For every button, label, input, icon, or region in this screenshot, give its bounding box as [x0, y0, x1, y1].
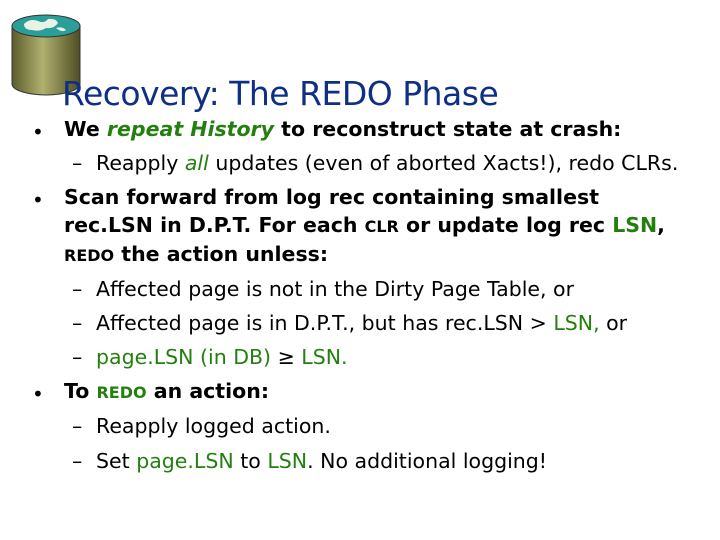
- sub-text: Reapply: [96, 151, 185, 175]
- bullet-marker: •: [32, 120, 44, 144]
- highlight-text: LSN,: [553, 311, 600, 335]
- sub-bullet-in-dpt: [72, 311, 627, 335]
- highlight-text: all: [184, 151, 209, 175]
- bullet-text: the action unless:: [114, 242, 329, 266]
- redo-label: REDO: [64, 246, 115, 265]
- sub-bullet-pagelsn: [72, 345, 348, 369]
- bullet-repeat-history: [64, 117, 621, 141]
- bullet-scan-forward-line1: Scan forward from log rec containing smallest: [64, 185, 599, 209]
- bullet-to-redo: [64, 379, 269, 403]
- bullet-text: ,: [657, 213, 665, 237]
- sub-bullet-set-pagelsn: [72, 449, 547, 473]
- sub-bullet-not-in-dpt: [72, 277, 574, 301]
- sub-text: updates (even of aborted Xacts!), redo CLRs.: [208, 151, 679, 175]
- highlight-text: repeat History: [106, 117, 275, 141]
- bullet-text: or update log rec: [398, 213, 613, 237]
- sub-text: or: [599, 311, 628, 335]
- dash: –: [72, 311, 83, 335]
- bullet-scan-forward-line3: [64, 242, 328, 266]
- bullet-marker: •: [32, 382, 44, 406]
- highlight-text: page.LSN: [136, 449, 234, 473]
- bullet-text: We: [64, 117, 107, 141]
- bullet-marker: •: [32, 188, 44, 212]
- slide-title: Recovery: The REDO Phase: [62, 74, 499, 113]
- sub-text: Affected page is in D.P.T., but has rec.LSN >: [96, 311, 554, 335]
- bullet-scan-forward-line2: [64, 213, 665, 237]
- highlight-text: page.LSN (in DB): [96, 345, 278, 369]
- dash: –: [72, 277, 83, 301]
- bullet-text: to reconstruct state at crash:: [274, 117, 622, 141]
- sub-text: to: [233, 449, 268, 473]
- sub-text: . No additional logging!: [307, 449, 548, 473]
- bullet-text: an action:: [146, 379, 270, 403]
- dash: –: [72, 449, 83, 473]
- dash: –: [72, 414, 83, 438]
- sub-text: ≥: [277, 345, 295, 369]
- sub-text: Affected page is not in the Dirty Page Table, or: [96, 277, 575, 301]
- sub-text: Set: [96, 449, 137, 473]
- dash: –: [72, 151, 83, 175]
- clr-label: CLR: [364, 217, 399, 236]
- sub-bullet-reapply: [72, 151, 678, 175]
- sub-text: Reapply logged action.: [96, 414, 331, 438]
- redo-label: REDO: [96, 383, 147, 402]
- bullet-text: To: [64, 379, 97, 403]
- dash: –: [72, 345, 83, 369]
- highlight-text: LSN: [612, 213, 658, 237]
- highlight-text: LSN.: [294, 345, 348, 369]
- sub-bullet-reapply-logged: [72, 414, 331, 438]
- highlight-text: LSN: [267, 449, 308, 473]
- bullet-text: rec.LSN in D.P.T. For each: [64, 213, 365, 237]
